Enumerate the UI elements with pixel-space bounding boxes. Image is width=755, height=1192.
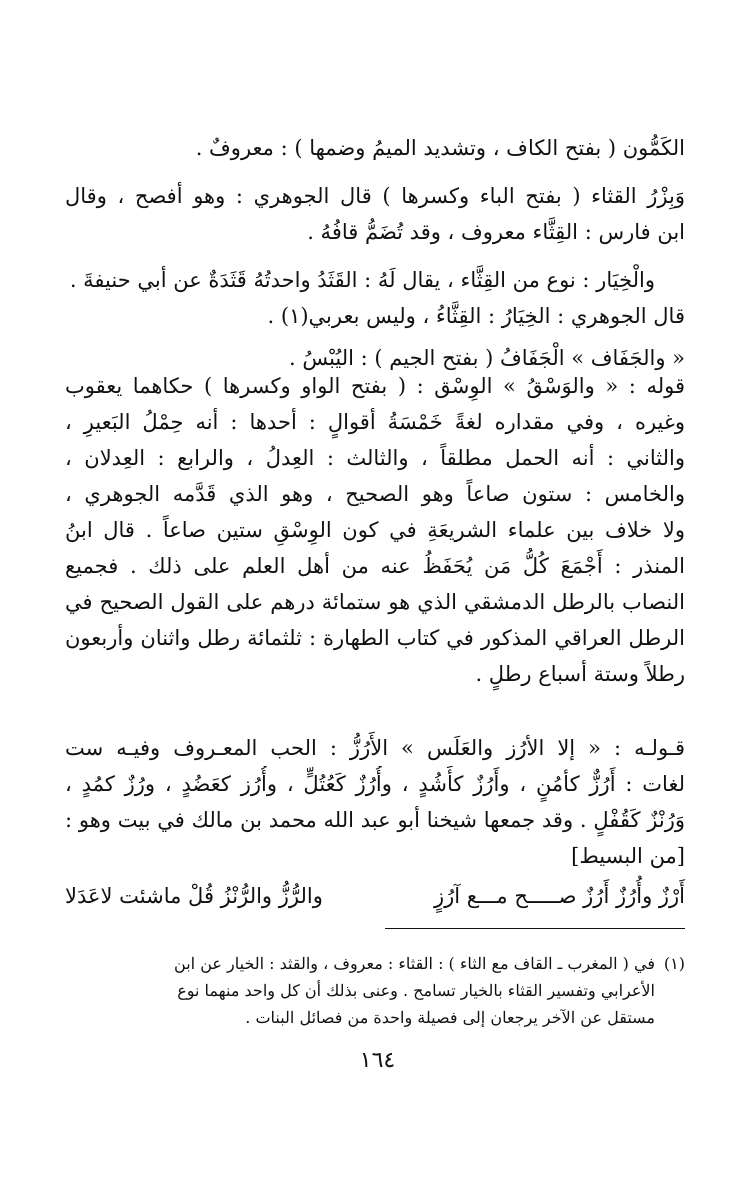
- paragraph-aruzz: [65, 730, 685, 874]
- paragraph-qiththa-seed: [65, 178, 685, 250]
- text-line: والثاني : أنه الحمل مطلقاً ، والثالث : العِدلُ ، والرابع : العِدلان ،: [65, 446, 685, 470]
- text-line: الكَمُّون ( بفتح الكاف ، وتشديد الميمُ وضمها ) : معروفٌ .: [195, 136, 685, 160]
- text-line: ولا خلاف بين علماء الشريعَةِ في كون الوِسْقِ ستين صاعاً . قال ابنُ: [65, 518, 685, 542]
- footnote-number: (١): [663, 954, 685, 973]
- text-line: وغيره ، وفي مقداره لغةً خَمْسَةُ أقوالٍ : أحدها : أنه حِمْلُ البَعيرِ ،: [65, 410, 685, 434]
- page-number: ١٦٤: [359, 1048, 396, 1073]
- text-line: « والجَفَاف » الْجَفَافُ ( بفتح الجيم ) : اليُبْسُ .: [288, 346, 685, 370]
- paragraph-khiyar: [65, 262, 685, 334]
- footnote-line: في ( المغرب ـ القاف مع الثاء ) : القثاء : معروف ، والقثد : الخيار عن ابن: [174, 954, 655, 973]
- text-line: قـولـه : « إلا الأرُز والعَلَس » الأَرُزُّ : الحب المعـروف وفيـه ست: [65, 736, 685, 760]
- footnote-separator: [385, 928, 685, 929]
- text-line: النصاب بالرطل الدمشقي الذي هو ستمائة درهم على القول الصحيح في: [65, 590, 685, 614]
- text-line: رطلاً وستة أسباع رطلٍ .: [475, 662, 685, 686]
- text-line: الرطل العراقي المذكور في كتاب الطهارة : ثلثمائة رطل واثنان وأربعون: [65, 626, 685, 650]
- text-line: قوله : « والوَسْقُ » الوِسْق : ( بفتح الواو وكسرها ) حكاهما يعقوب: [65, 374, 685, 398]
- text-line: ابن فارس : القِثَّاء معروف ، وقد تُضَمُّ قافُهُ .: [307, 220, 685, 244]
- footnote-line: مستقل عن الآخر يرجعان إلى فصيلة واحدة من فصائل البنات .: [245, 1008, 655, 1027]
- footnote: [65, 950, 685, 1031]
- text-line: والْخِيَار : نوع من القِثَّاء ، يقال لَهُ : القَثَدُ واحدتُهُ قَثَدَةٌ عن أبي حنيفةَ .: [69, 268, 655, 292]
- verse-hemistich-first: أَرْزٌ وأُرُزٌ أَرُزٌ صـــــح مـــع آرُزٍ: [433, 884, 685, 908]
- verse-hemistich-second: والرُّزُّ والرُّنْزُ قُلْ ماشئت لاعَدَلا: [65, 884, 323, 908]
- paragraph-wasq: [65, 368, 685, 692]
- text-line: وَرُنْزٌ كَقُفْلٍ . وقد جمعها شيخنا أبو عبد الله محمد بن مالك في بيت وهو :: [65, 808, 685, 832]
- paragraph-cumin: [65, 130, 685, 166]
- text-line: وَبِزْرُ القثاء ( بفتح الباء وكسرها ) قال الجوهري : وهو أفصح ، وقال: [65, 184, 685, 208]
- meter-label: [من البسيط]: [571, 844, 685, 868]
- text-line: المنذر : أَجْمَعَ كُلُّ مَن يُحَفَظُ عنه من أهل العلم على ذلك . فجميع: [65, 554, 685, 578]
- text-line: لغات : أَرُزٌّ كأمُنٍ ، وأَرُزٌ كأَشُدٍ ، وأُرُزٌ كَعُتُلٍّ ، وأُرُز كعَضُدٍ ، ورُزٌ كمُدٍ ،: [65, 772, 685, 796]
- text-line: قال الجوهري : الخِيَارُ : القِثَّاءُ ، وليس بعربي(١) .: [267, 304, 685, 328]
- poem-verse: [65, 878, 685, 914]
- text-line: والخامس : ستون صاعاً وهو الصحيح ، وهو الذي قَدَّمه الجوهري ،: [65, 482, 685, 506]
- footnote-line: الأعرابي وتفسير القثاء بالخيار تسامح . وعنى بذلك أن كل واحد منهما نوع: [177, 981, 655, 1000]
